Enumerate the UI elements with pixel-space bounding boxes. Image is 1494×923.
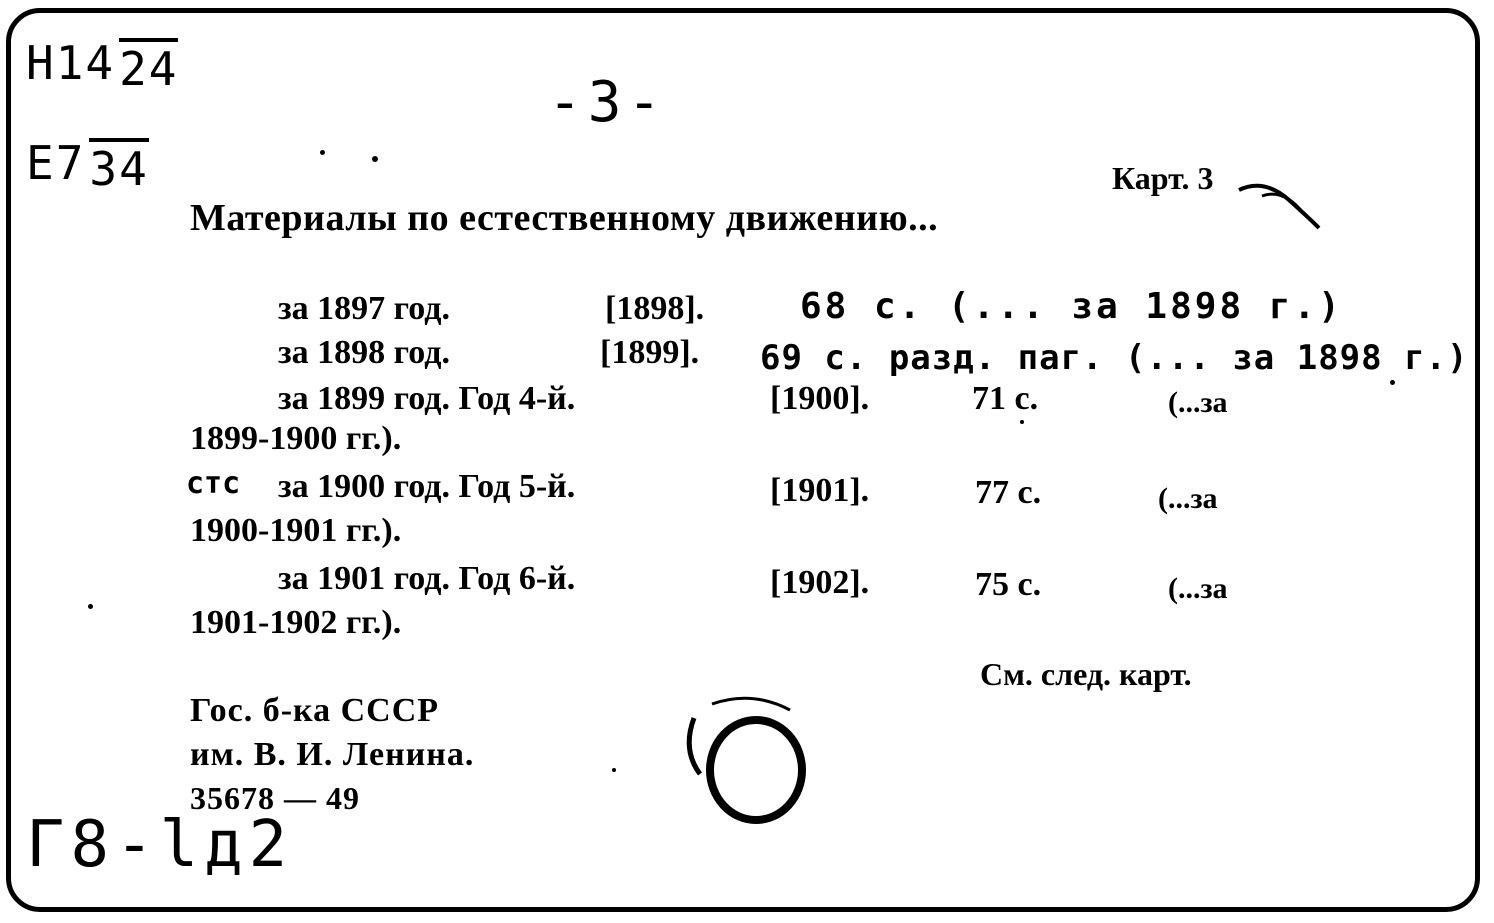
shelf-mark-top	[26, 36, 178, 96]
entry-5-range-open: (...за	[1168, 572, 1228, 605]
entry-3-pages: 71 с.	[972, 380, 1039, 417]
entry-4-range-open: (...за	[1158, 482, 1218, 515]
scribble-mark	[1234, 170, 1324, 240]
shelf-mark-top-den: 24	[119, 41, 179, 96]
shelf-mark-top-num: Н14	[26, 36, 116, 90]
entry-1-pub: [1898].	[605, 290, 705, 327]
shelf-mark-mid-den: 34	[89, 141, 149, 196]
entry-3-range-open: (...за	[1168, 386, 1228, 419]
library-line-3: 35678 — 49	[190, 780, 360, 816]
library-line-1: Гос. б-ка СССР	[190, 692, 440, 729]
noise-dot	[612, 768, 616, 772]
library-line-2: им. В. И. Ленина.	[190, 736, 475, 773]
noise-dot	[88, 604, 93, 609]
entry-3-range-cont: 1899-1900 гг.).	[190, 420, 402, 457]
punch-hole	[672, 690, 822, 830]
entry-5-pub: [1902].	[770, 564, 870, 601]
card-number: Карт. 3	[1112, 160, 1214, 196]
entry-4-pub: [1901].	[770, 472, 870, 509]
entry-5-text: за 1901 год. Год 6-й.	[278, 560, 576, 597]
noise-dot	[1390, 380, 1395, 385]
entry-2-text: за 1898 год.	[278, 334, 450, 371]
shelf-mark-mid	[26, 136, 149, 196]
entry-4-pages: 77 с.	[975, 474, 1042, 511]
card-title: Материалы по естественному движению...	[190, 197, 939, 239]
noise-dot	[320, 150, 325, 155]
see-next-card: См. след. карт.	[980, 656, 1192, 692]
entry-2-pages: 69 с. разд. паг. (... за 1898 г.)	[760, 338, 1469, 378]
entry-1-pages: 68 с. (... за 1898 г.)	[800, 286, 1343, 327]
entry-4-text: за 1900 год. Год 5-й.	[278, 468, 576, 505]
entry-1-text: за 1897 год.	[278, 290, 450, 327]
entry-4-range-cont: 1900-1901 гг.).	[190, 512, 402, 549]
noise-dot	[1020, 420, 1024, 424]
shelf-mark-mid-num: Е7	[26, 136, 86, 190]
page-number: -3-	[548, 70, 668, 135]
entry-3-pub: [1900].	[770, 380, 870, 417]
shelf-mark-bottom: Г8-lд2	[26, 808, 294, 882]
entry-5-pages: 75 с.	[975, 566, 1042, 603]
mark-ctc: стс	[186, 466, 241, 501]
noise-dot	[372, 156, 378, 162]
entry-2-pub: [1899].	[600, 334, 700, 371]
entry-5-range-cont: 1901-1902 гг.).	[190, 604, 402, 641]
entry-3-text: за 1899 год. Год 4-й.	[278, 380, 576, 417]
